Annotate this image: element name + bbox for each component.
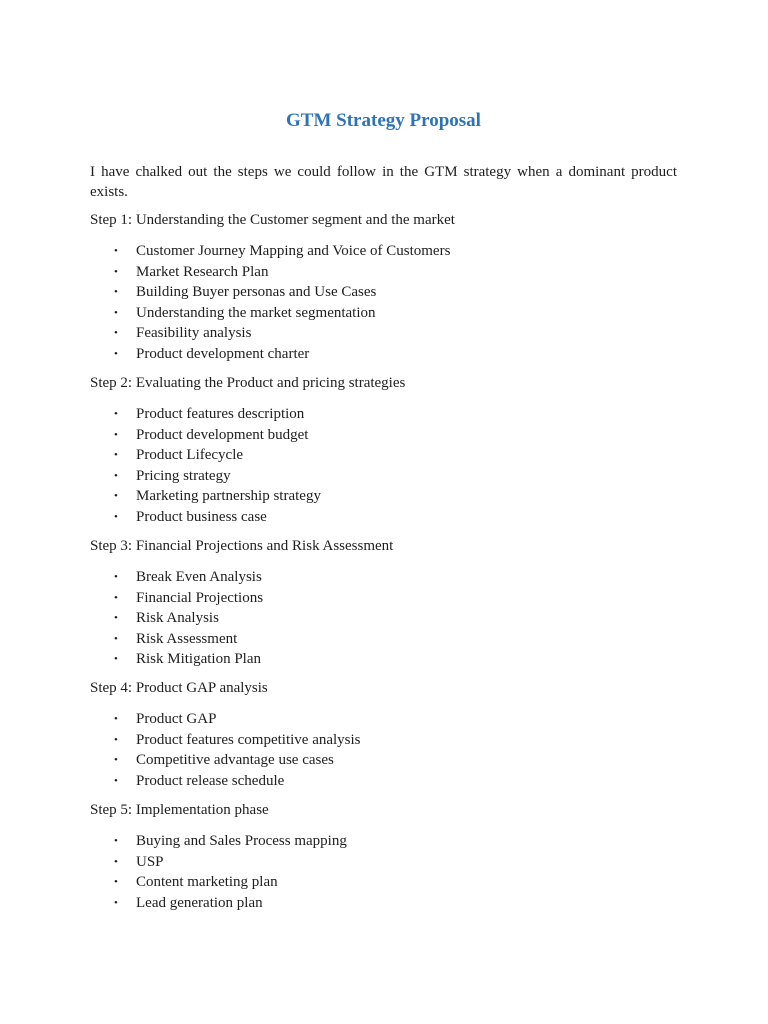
step-4-section: [90, 678, 677, 791]
step-list: [90, 831, 677, 913]
list-item: [90, 649, 677, 670]
bullet-icon: •: [114, 855, 118, 868]
step-heading: Step 3: Financial Projections and Risk Assessment: [90, 538, 394, 554]
list-item-text: Market Research Plan: [136, 263, 269, 280]
list-item: [90, 262, 677, 283]
step-heading: Step 1: Understanding the Customer segment and the market: [90, 212, 455, 228]
list-item-text: Product GAP: [136, 711, 217, 727]
list-item-text: Risk Analysis: [136, 610, 219, 626]
list-item-text: Product business case: [136, 508, 267, 525]
list-item-text: Content marketing plan: [136, 874, 278, 890]
step-2-section: [90, 373, 677, 527]
bullet-icon: •: [114, 265, 118, 278]
list-item-text: Buying and Sales Process mapping: [136, 833, 347, 849]
list-item-text: Lead generation plan: [136, 894, 263, 911]
bullet-icon: •: [114, 876, 118, 888]
list-item-text: Financial Projections: [136, 589, 264, 606]
bullet-icon: •: [114, 510, 118, 523]
list-item: [90, 507, 677, 528]
list-item: [90, 852, 677, 873]
bullet-icon: •: [114, 591, 118, 604]
bullet-icon: •: [114, 612, 118, 624]
step-list: [90, 241, 677, 364]
list-item: [90, 282, 677, 303]
document-title: GTM Strategy Proposal: [286, 110, 481, 131]
list-item-text: Risk Mitigation Plan: [136, 651, 262, 667]
bullet-icon: •: [114, 490, 118, 502]
step-heading: Step 2: Evaluating the Product and pricing strategies: [90, 375, 406, 391]
step-5-section: [90, 800, 677, 913]
list-item: [90, 831, 677, 852]
step-1-section: [90, 210, 677, 364]
bullet-icon: •: [114, 408, 118, 420]
step-list: [90, 567, 677, 670]
list-item: [90, 771, 677, 792]
list-item-text: Product release schedule: [136, 772, 285, 789]
list-item: [90, 344, 677, 365]
bullet-icon: •: [114, 896, 118, 909]
bullet-icon: •: [114, 774, 118, 787]
bullet-icon: •: [114, 245, 118, 257]
list-item-text: USP: [136, 853, 164, 870]
bullet-icon: •: [114, 754, 118, 766]
list-item: [90, 486, 677, 507]
list-item-text: Feasibility analysis: [136, 325, 252, 341]
list-item-text: Product features competitive analysis: [136, 731, 361, 748]
list-item-text: Risk Assessment: [136, 630, 238, 647]
bullet-icon: •: [114, 286, 118, 298]
list-item: [90, 445, 677, 466]
list-item: [90, 750, 677, 771]
bullet-icon: •: [114, 835, 118, 847]
list-item: [90, 730, 677, 751]
list-item: [90, 893, 677, 914]
list-item-text: Product Lifecycle: [136, 447, 244, 463]
list-item: [90, 629, 677, 650]
list-item: [90, 872, 677, 893]
bullet-icon: •: [114, 632, 118, 645]
list-item-text: Understanding the market segmentation: [136, 304, 376, 321]
step-list: [90, 404, 677, 527]
list-item: [90, 425, 677, 446]
list-item: [90, 709, 677, 730]
list-item-text: Product development charter: [136, 345, 310, 362]
list-item-text: Customer Journey Mapping and Voice of Customers: [136, 243, 451, 259]
list-item: [90, 466, 677, 487]
bullet-icon: •: [114, 733, 118, 746]
bullet-icon: •: [114, 469, 118, 482]
list-item: [90, 404, 677, 425]
intro-paragraph: I have chalked out the steps we could follow in the GTM strategy when a dominant product exists.: [90, 164, 677, 200]
list-item: [90, 323, 677, 344]
bullet-icon: •: [114, 327, 118, 339]
step-list: [90, 709, 677, 791]
bullet-icon: •: [114, 713, 118, 725]
bullet-icon: •: [114, 653, 118, 665]
step-heading: Step 5: Implementation phase: [90, 802, 269, 818]
list-item: [90, 608, 677, 629]
list-item: [90, 588, 677, 609]
bullet-icon: •: [114, 347, 118, 360]
list-item: [90, 241, 677, 262]
bullet-icon: •: [114, 306, 118, 319]
list-item-text: Competitive advantage use cases: [136, 752, 334, 768]
list-item-text: Break Even Analysis: [136, 569, 262, 585]
list-item-text: Building Buyer personas and Use Cases: [136, 284, 377, 300]
bullet-icon: •: [114, 428, 118, 441]
list-item-text: Marketing partnership strategy: [136, 488, 321, 504]
bullet-icon: •: [114, 571, 118, 583]
list-item-text: Product development budget: [136, 426, 309, 443]
list-item-text: Pricing strategy: [136, 467, 231, 484]
list-item-text: Product features description: [136, 406, 305, 422]
step-3-section: [90, 536, 677, 670]
list-item: [90, 567, 677, 588]
bullet-icon: •: [114, 449, 118, 461]
list-item: [90, 303, 677, 324]
step-heading: Step 4: Product GAP analysis: [90, 680, 268, 696]
